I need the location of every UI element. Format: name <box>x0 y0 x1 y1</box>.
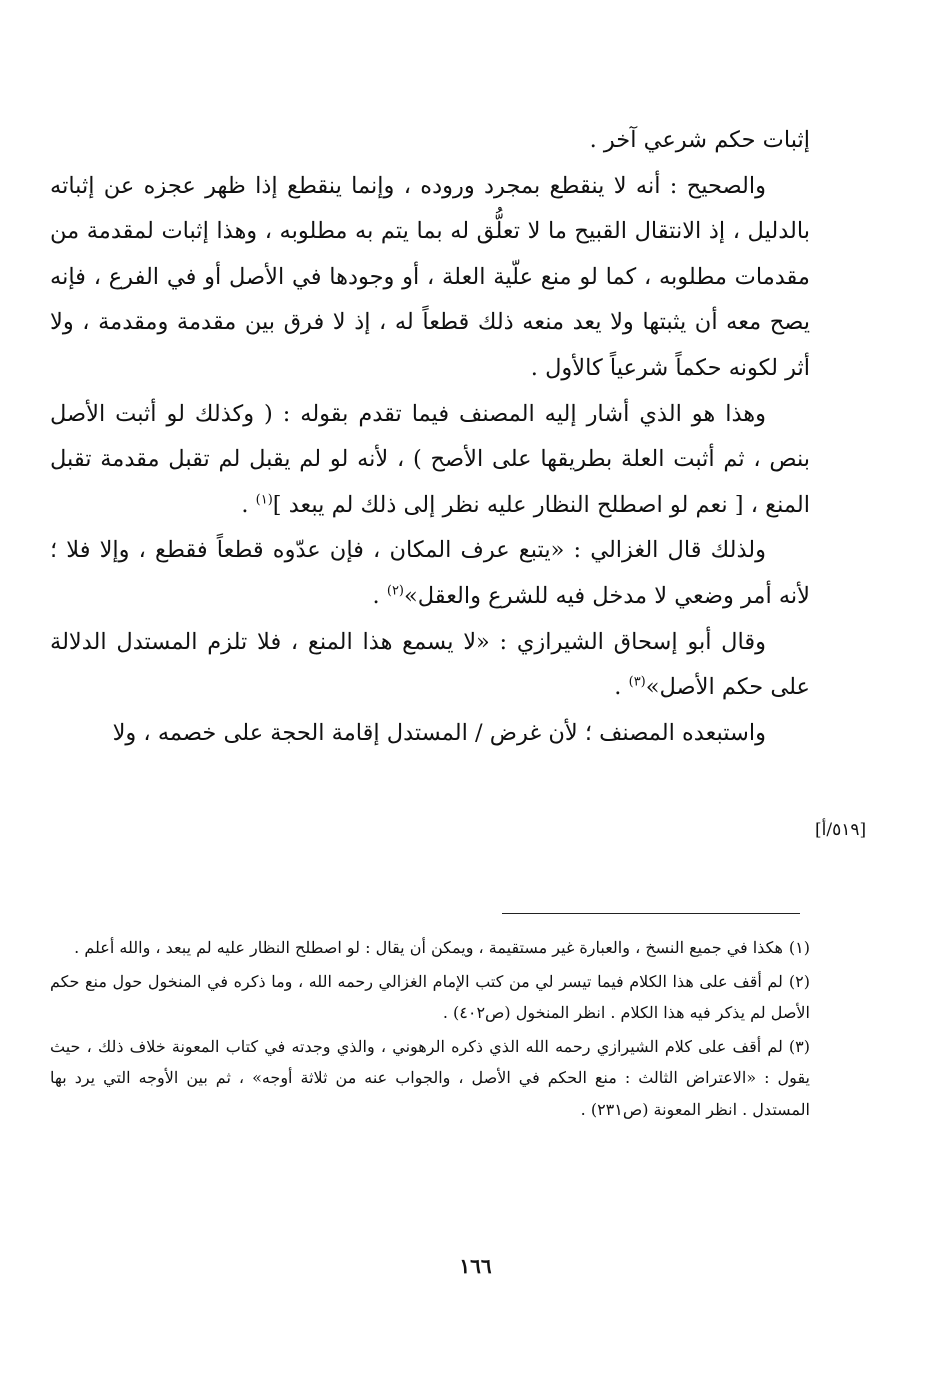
paragraph-5 <box>50 620 810 711</box>
footnote-ref-2[interactable]: (٢) <box>386 583 404 599</box>
footnote-1-number: (١) <box>788 938 810 957</box>
paragraph-3-end: . <box>241 491 256 518</box>
footnote-3-number: (٣) <box>788 1036 810 1056</box>
footnote-ref-3[interactable]: (٣) <box>628 674 646 690</box>
manuscript-folio-note: [٥١٩/أ] <box>815 820 867 840</box>
footnote-2-text: لم أقف على هذا الكلام فيما تيسر لي من كتب الإمام الغزالي رحمه الله ، وما ذكره في المنخول حول منع حكم الأصل لم يذكر فيه هذا الكلام . انظر المنخول (ص٤٠٢) . <box>50 971 810 1022</box>
paragraph-1: إثبات حكم شرعي آخر . <box>589 127 810 153</box>
footnotes <box>50 932 810 1127</box>
footnote-2 <box>50 966 810 1029</box>
paragraph-5-end: . <box>614 674 629 701</box>
paragraph-4-text: ولذلك قال الغزالي : «يتبع عرف المكان ، فإن عدّوه قطعاً فقطع ، وإلا فلا ؛ لأنه أمر وضعي لا مدخل فيه للشرع والعقل» <box>50 537 810 609</box>
paragraph-3 <box>50 392 810 529</box>
paragraph-4-end: . <box>372 582 387 609</box>
main-text <box>50 118 810 756</box>
footnote-separator <box>502 913 800 914</box>
footnote-3 <box>50 1031 810 1126</box>
paragraph-3-text: وهذا هو الذي أشار إليه المصنف فيما تقدم بقوله : ( وكذلك لو أثبت الأصل بنص ، ثم أثبت العلة بطريقها على الأصح ) ، لأنه لو لم يقبل لم تقبل مقدمة تقبل المنع ، [ نعم لو اصطلح النظار عليه نظر إلى ذلك لم يبعد ] <box>50 400 810 518</box>
footnote-1-text: هكذا في جميع النسخ ، والعبارة غير مستقيمة ، ويمكن أن يقال : لو اصطلح النظار عليه لم يبعد ، والله أعلم . <box>74 938 783 957</box>
paragraph-2: والصحيح : أنه لا ينقطع بمجرد وروده ، وإنما ينقطع إذا ظهر عجزه عن إثباته بالدليل ، إذ الانتقال القبيح ما لا تعلُّق له بما يتم به مطلوبه ، وهذا إثبات لمقدمة من مقدمات مطلوبه ، كما لو منع علّية العلة ، أو وجودها في الأصل أو في الفرع ، فإنه يصح معه أن يثبتها ولا يعد منعه ذلك قطعاً له ، إذ لا فرق بين مقدمة ومقدمة ، ولا أثر لكونه حكماً شرعياً كالأول . <box>50 172 810 381</box>
paragraph-4 <box>50 528 810 619</box>
page-number: ١٦٦ <box>459 1254 492 1278</box>
paragraph-6: واستبعده المصنف ؛ لأن غرض / المستدل إقامة الحجة على خصمه ، ولا <box>112 719 766 746</box>
paragraph-5-text: وقال أبو إسحاق الشيرازي : «لا يسمع هذا المنع ، فلا تلزم المستدل الدلالة على حكم الأصل» <box>50 628 810 701</box>
footnote-2-number: (٢) <box>788 971 810 991</box>
footnote-1 <box>50 932 810 964</box>
footnote-3-text: لم أقف على كلام الشيرازي رحمه الله الذي ذكره الرهوني ، والذي وجدته في كتاب المعونة خلاف ذلك ، حيث يقول : «الاعتراض الثالث : منع الحكم في الأصل ، والجواب عنه من ثلاثة أوجه» ، ثم بين الأوجه التي يرد بها المستدل . انظر المعونة (ص٢٣١) . <box>50 1036 810 1119</box>
footnote-ref-1[interactable]: (١) <box>255 492 273 508</box>
